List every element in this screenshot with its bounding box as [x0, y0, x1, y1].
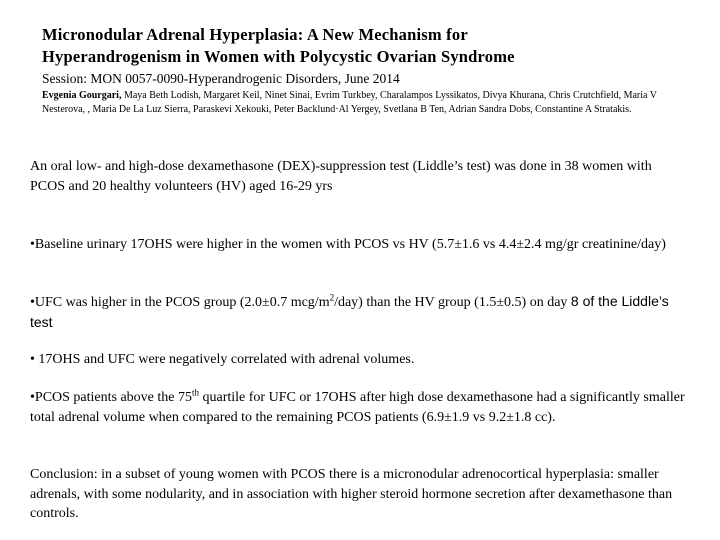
slide-title: [42, 24, 682, 68]
bullet-correlation: • 17OHS and UFC were negatively correlated with adrenal volumes.: [30, 352, 415, 367]
bullet-quartile-text-2: quartile for UFC or 17OHS after high dose dexamethasone had a significantly smaller total adrenal volume when compared to the remaining PCOS patients (6.9±1.9 vs 9.2±1.8 cc).: [30, 390, 685, 425]
co-authors: Maya Beth Lodish, Margaret Keil, Ninet Sinai, Evrim Turkbey, Charalampos Lyssikatos, Divya Khurana, Chris Crutchfield, Maria V Nesterova, , Maria De La Luz Sierra, Paraskevi Xekouki, Peter Backlund·Al Yergey, Svetlana B Ten, Adrian Sandra Dobs, Constantine A Stratakis.: [42, 90, 657, 115]
bullet-ufc-superscript: 2: [329, 292, 335, 303]
title-line-2: Hyperandrogenism in Women with Polycystic Ovarian Syndrome: [42, 47, 515, 66]
lead-author: Evgenia Gourgari,: [42, 90, 122, 101]
bullet-ufc-text-3: 8 of the Liddle’s test: [30, 293, 669, 330]
bullet-ufc-text-2: /day) than the HV group (1.5±0.5) on day: [334, 295, 571, 310]
intro-paragraph: An oral low- and high-dose dexamethasone (DEX)-suppression test (Liddle’s test) was done in 38 women with PCOS and 20 healthy volunteers (HV) aged 16-29 yrs: [30, 159, 652, 194]
author-list: [42, 89, 682, 116]
bullet-ufc: [30, 292, 690, 333]
bullet-baseline-17ohs: •Baseline urinary 17OHS were higher in the women with PCOS vs HV (5.7±1.6 vs 4.4±2.4 mg/gr creatinine/day): [30, 237, 666, 252]
bullet-ufc-text-1: •UFC was higher in the PCOS group (2.0±0.7 mcg/m: [30, 295, 330, 310]
bullet-quartile-text-1: •PCOS patients above the 75: [30, 390, 192, 405]
conclusion-paragraph: Conclusion: in a subset of young women with PCOS there is a micronodular adrenocortical hyperplasia: smaller adrenals, with some nodularity, and in association with higher steroid hormone secretion after dexamethasone than controls.: [30, 467, 673, 521]
bullet-quartile: [30, 388, 690, 427]
title-line-1: Micronodular Adrenal Hyperplasia: A New Mechanism for: [42, 25, 468, 44]
session-info: Session: MON 0057-0090-Hyperandrogenic Disorders, June 2014: [42, 71, 400, 86]
bullet-quartile-superscript: th: [192, 387, 200, 398]
